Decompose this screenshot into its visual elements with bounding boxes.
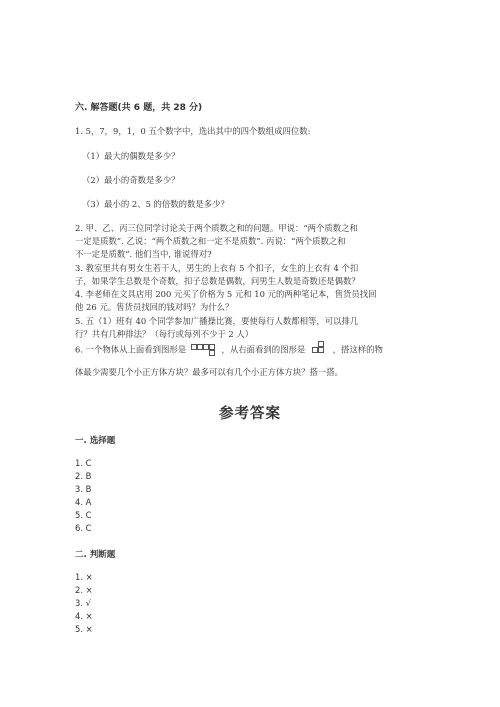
answer-item: 5. × (75, 624, 93, 634)
question-2-line-1: 2. 甲、乙、丙三位同学讨论关于两个质数之和的问题。甲说：“两个质数之和 (75, 223, 358, 233)
question-1-sub-1: （1）最大的偶数是多少？ (82, 151, 180, 161)
question-5-line-1: 5. 五（1）班有 40 个同学参加广播操比赛，要使每行人数都相等，可以排几 (75, 316, 359, 326)
answer-item: 5. C (75, 510, 92, 520)
section-title: 六. 解答题(共 6 题，共 28 分) (75, 103, 203, 113)
answer-item: 4. × (75, 611, 93, 621)
answers-section-1-title: 一. 选择题 (75, 436, 116, 446)
question-3-line-2: 子，如果学生总数是个奇数，扣子总数是偶数，问男生人数是奇数还是偶数？ (75, 276, 360, 286)
answer-item: 2. B (75, 471, 92, 481)
question-6-part-1: 6. 一个物体从上面看到图形是 (75, 344, 187, 355)
question-3-line-1: 3. 教室里共有男女生若干人，男生的上衣有 5 个扣子，女生的上衣有 4 个扣 (75, 263, 359, 273)
right-view-figure (312, 341, 326, 359)
answer-item: 4. A (75, 497, 92, 507)
question-4-line-1: 4. 李老师在文具店用 200 元买了价格为 5 元和 10 元的两种笔记本，售货员找回 (75, 289, 377, 299)
answer-item: 1. C (75, 458, 92, 468)
answers-title: 参考答案 (219, 405, 281, 422)
question-4-line-2: 他 26 元。售货员找回的钱对吗？为什么？ (75, 302, 234, 312)
question-5-line-2: 行？共有几种排法？（每行或每列不少于 2 人） (75, 329, 254, 339)
question-6-line-2: 体最少需要几个小正方体方块？最多可以有几个小正方体方块？搭一搭。 (75, 367, 343, 377)
top-view-figure (191, 344, 217, 356)
answer-item: 6. C (75, 523, 92, 533)
answer-item: 3. √ (75, 598, 91, 608)
question-6-line-1 (75, 341, 383, 359)
question-1-sub-2: （2）最小的奇数是多少？ (82, 175, 180, 185)
question-6-part-2: ，从右面看到的图形是 (221, 344, 306, 355)
answer-item: 1. × (75, 572, 93, 582)
question-1-sub-3: （3）最小的 2、5 的倍数的数是多少？ (82, 199, 229, 209)
question-2-line-2: 一定是质数”. 乙说：“两个质数之和一定不是质数”. 丙说：“两个质数之和 (75, 236, 346, 246)
question-1-stem: 1. 5，7，9，1，0 五个数字中，选出其中的四个数组成四位数: (75, 126, 311, 136)
question-6-part-3: ，搭这样的物 (332, 344, 383, 355)
answer-item: 3. B (75, 484, 92, 494)
question-2-line-3: 不一定是质数”. 他们当中, 谁说得对? (75, 249, 212, 259)
answers-section-2-title: 二. 判断题 (75, 550, 116, 560)
answer-item: 2. × (75, 585, 93, 595)
